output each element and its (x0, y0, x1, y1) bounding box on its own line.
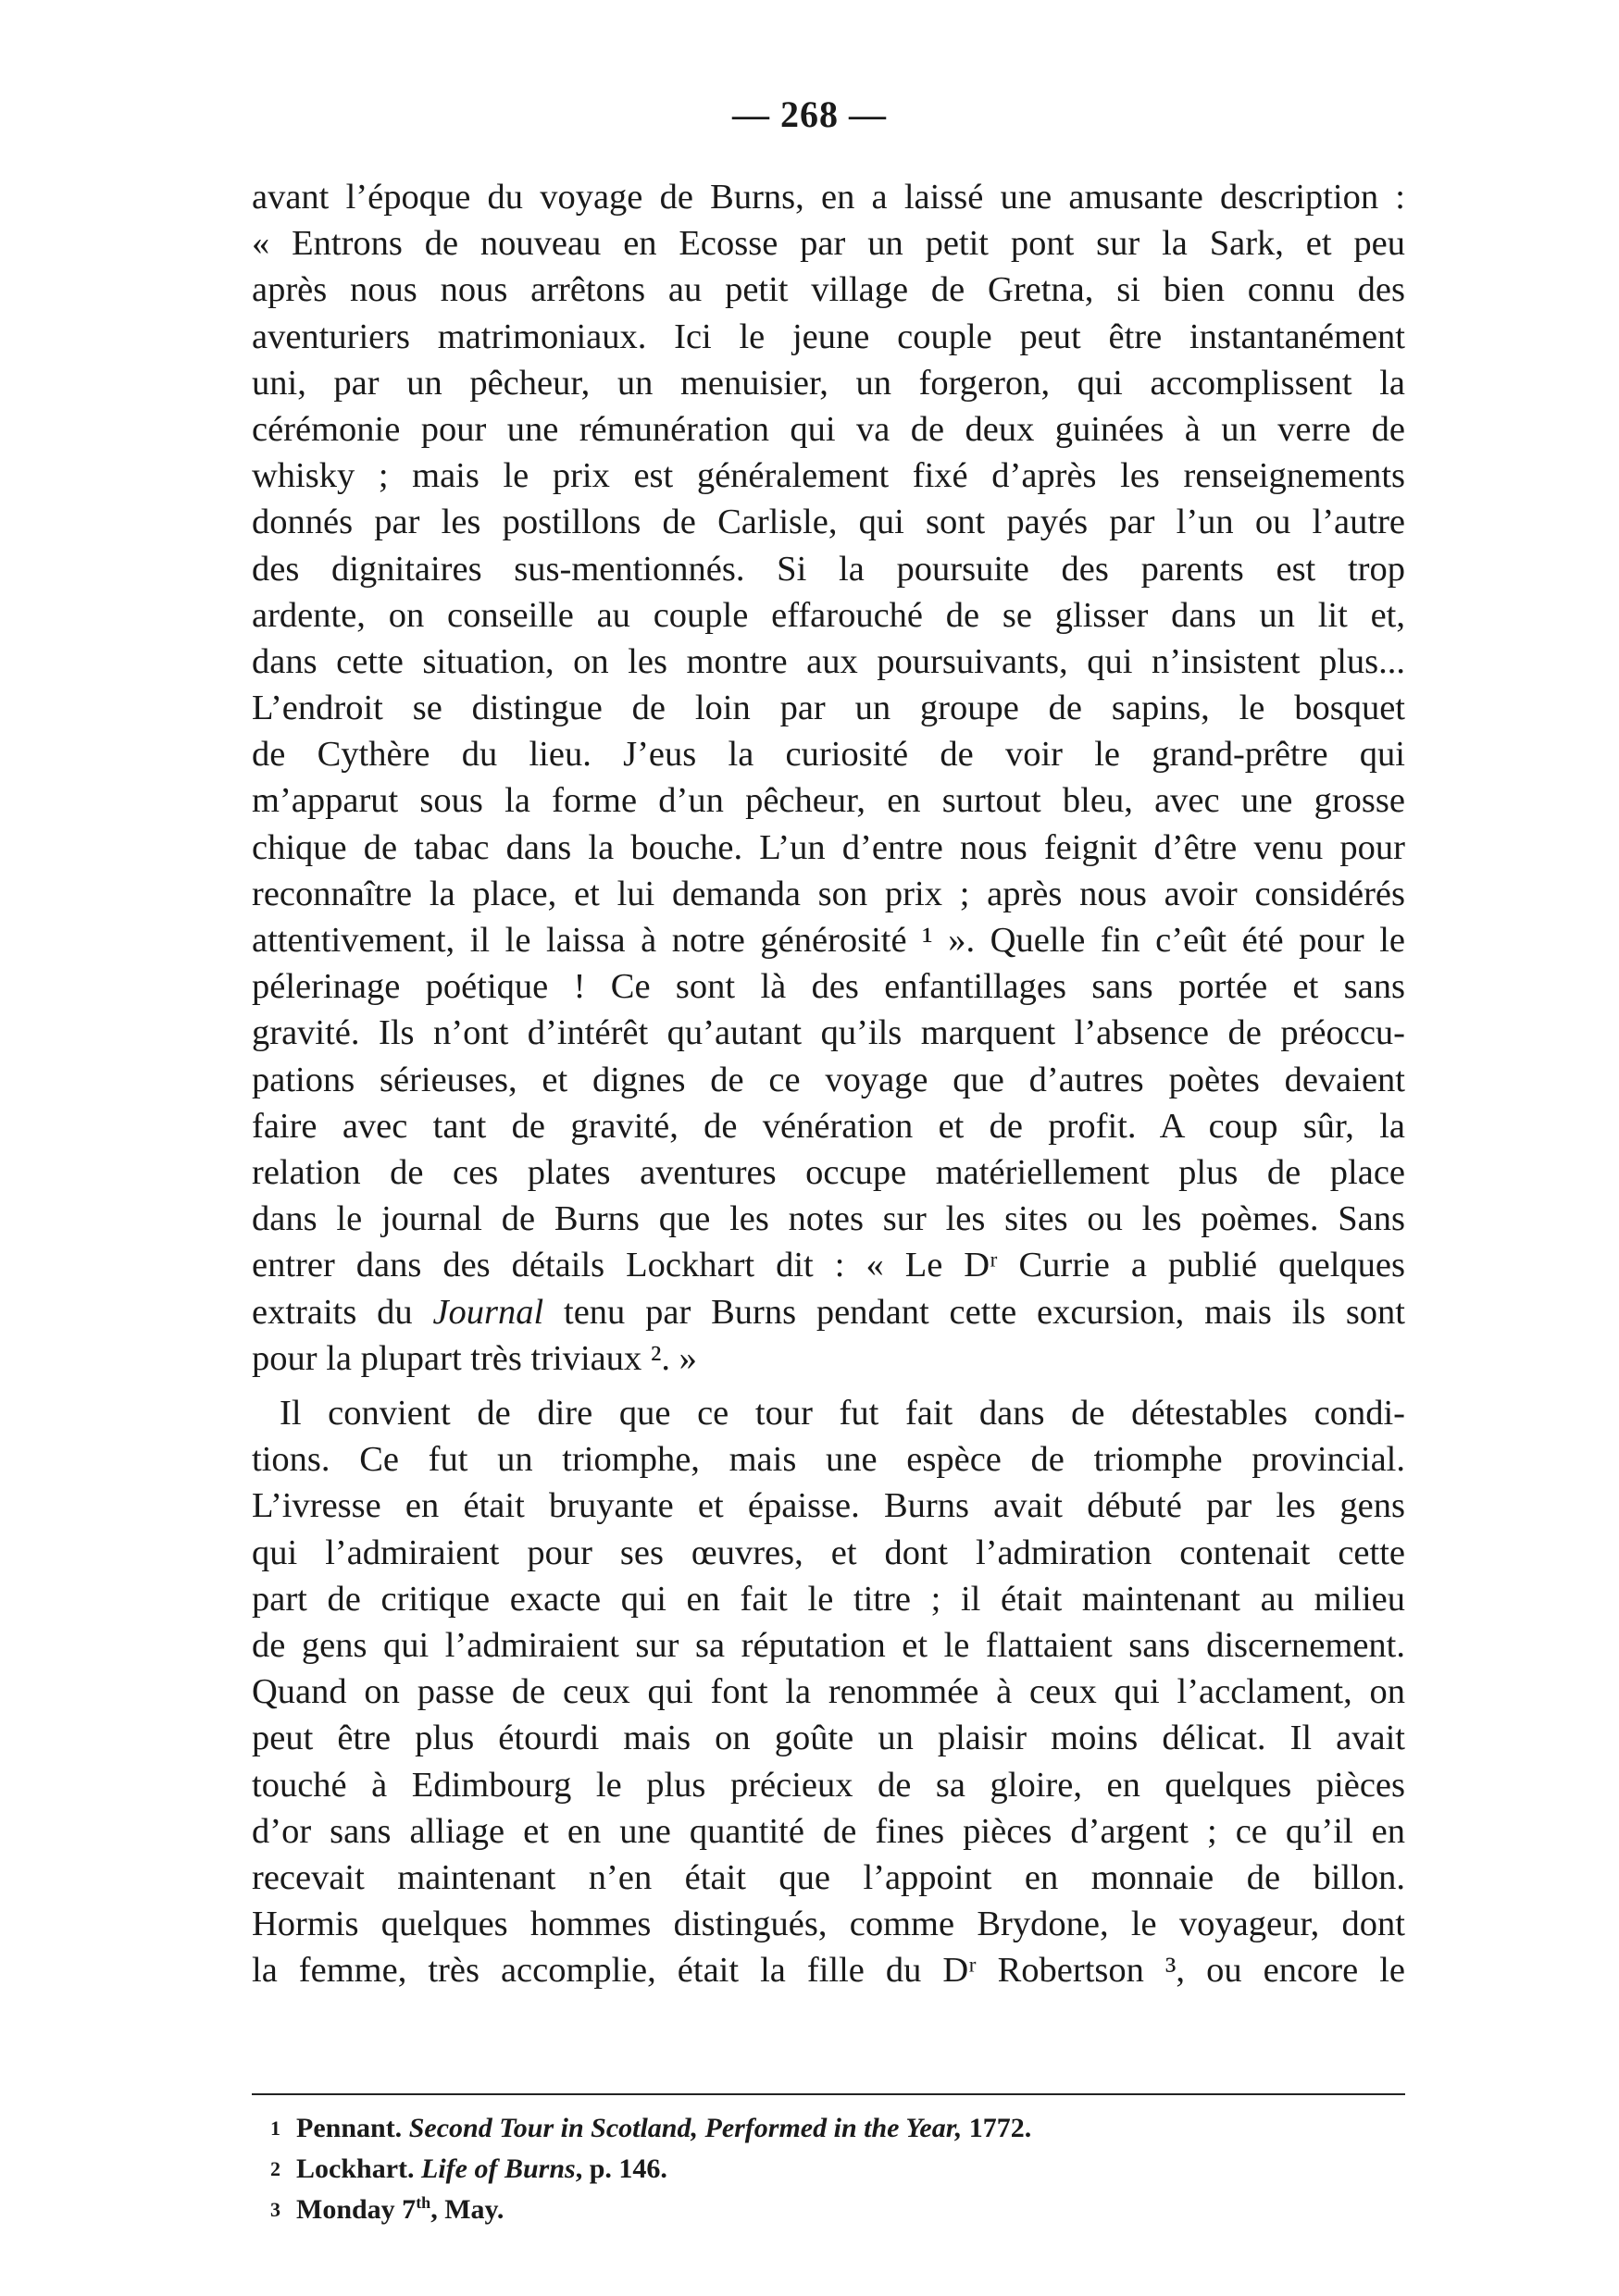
text-line: L’ivresse en était bruyante et épaisse. Burns avait débuté par les gens (252, 1486, 1405, 1526)
footnote-1 (270, 2108, 1381, 2149)
text-line: de Cythère du lieu. J’eus la curiosité de voir le grand-prêtre qui (252, 735, 1405, 775)
text-line: dans le journal de Burns que les notes sur les sites ou les poèmes. Sans (252, 1199, 1405, 1239)
text-line: pations sérieuses, et dignes de ce voyage que d’autres poètes devaient (252, 1060, 1405, 1099)
footnotes (270, 2108, 1381, 2230)
footnote-author: Pennant. (296, 2113, 409, 2143)
text-line: Quand on passe de ceux qui font la renommée à ceux qui l’acclament, on (252, 1672, 1405, 1712)
text-fragment: extraits du (252, 1292, 433, 1332)
text-line: avant l’époque du voyage de Burns, en a laissé une amusante description : (252, 178, 1405, 217)
footnote-mark: 2 (270, 2157, 280, 2180)
text-line: tions. Ce fut un triomphe, mais une espèce de triomphe provincial. (252, 1440, 1405, 1480)
text-line: faire avec tant de gravité, de vénération et de profit. A coup sûr, la (252, 1106, 1405, 1146)
text-line: de gens qui l’admiraient sur sa réputation et le flattaient sans discernement. (252, 1625, 1405, 1665)
footnote-author: Monday 7 (296, 2194, 417, 2225)
text-line: peut être plus étourdi mais on goûte un plaisir moins délicat. Il avait (252, 1719, 1405, 1758)
text-line: d’or sans alliage et en une quantité de fines pièces d’argent ; ce qu’il en (252, 1811, 1405, 1851)
text-line (252, 1289, 1405, 1335)
text-line: cérémonie pour une rémunération qui va de deux guinées à un verre de (252, 409, 1405, 449)
text-line: dans cette situation, on les montre aux poursuivants, qui n’insistent plus... (252, 641, 1405, 681)
text-line: la femme, très accomplie, était la fille du Dʳ Robertson ³, ou encore le (252, 1951, 1405, 1991)
text-line: reconnaître la place, et lui demanda son prix ; après nous avoir considérés (252, 874, 1405, 913)
footnote-3 (270, 2190, 1381, 2230)
text-line: gravité. Ils n’ont d’intérêt qu’autant qu’ils marquent l’absence de préoccu- (252, 1013, 1405, 1053)
text-line: touché à Edimbourg le plus précieux de sa gloire, en quelques pièces (252, 1765, 1405, 1805)
text-line: whisky ; mais le prix est généralement fixé d’après les renseignements (252, 456, 1405, 496)
text-line: ardente, on conseille au couple effarouché de se glisser dans un lit et, (252, 595, 1405, 635)
paragraph-2 (252, 1390, 1405, 1993)
text-line: chique de tabac dans la bouche. L’un d’entre nous feignit d’être venu pour (252, 827, 1405, 867)
footnote-detail: , p. 146. (575, 2153, 667, 2184)
text-line: pélerinage poétique ! Ce sont là des enfantillages sans portée et sans (252, 967, 1405, 1007)
text-line: uni, par un pêcheur, un menuisier, un forgeron, qui accomplissent la (252, 363, 1405, 403)
text-line: des dignitaires sus-mentionnés. Si la poursuite des parents est trop (252, 549, 1405, 589)
footnote-author: Lockhart. (296, 2153, 421, 2184)
text-line: Il convient de dire que ce tour fut fait dans de détestables condi- (280, 1394, 1405, 1433)
footnote-title: Life of Burns (421, 2153, 576, 2184)
footnote-mark: 1 (270, 2116, 280, 2140)
text-line: donnés par les postillons de Carlisle, qui sont payés par l’un ou l’autre (252, 503, 1405, 542)
footnote-superscript: th (416, 2193, 431, 2212)
text-line: attentivement, il le laissa à notre générosité ¹ ». Quelle fin c’eût été pour le (252, 921, 1405, 960)
footnote-title: Second Tour in Scotland, Performed in the Year, (408, 2113, 963, 2143)
paragraph-1 (252, 174, 1405, 1382)
footnote-mark: 3 (270, 2198, 280, 2221)
text-line: relation de ces plates aventures occupe matériellement plus de place (252, 1152, 1405, 1192)
italic-title: Journal (432, 1292, 544, 1332)
text-fragment: tenu par Burns pendant cette excursion, mais ils sont (543, 1292, 1405, 1332)
text-line: « Entrons de nouveau en Ecosse par un petit pont sur la Sark, et peu (252, 224, 1405, 264)
text-line: recevait maintenant n’en était que l’appoint en monnaie de billon. (252, 1857, 1405, 1897)
footnote-detail: 1772. (962, 2113, 1032, 2143)
footnote-detail: , May. (430, 2194, 504, 2225)
footnote-divider (252, 2093, 1405, 2095)
footnote-2 (270, 2149, 1381, 2190)
text-line: entrer dans des détails Lockhart dit : « Le Dʳ Currie a publié quelques (252, 1246, 1405, 1285)
page-number: — 268 — (732, 93, 887, 135)
text-line: aventuriers matrimoniaux. Ici le jeune couple peut être instantanément (252, 316, 1405, 356)
text-line: Hormis quelques hommes distingués, comme Brydone, le voyageur, dont (252, 1905, 1405, 1944)
text-line: qui l’admiraient pour ses œuvres, et dont l’admiration contenait cette (252, 1533, 1405, 1572)
text-line: pour la plupart très triviaux ². » (252, 1338, 697, 1378)
text-line: m’apparut sous la forme d’un pêcheur, en surtout bleu, avec une grosse (252, 781, 1405, 821)
text-line: après nous nous arrêtons au petit village de Gretna, si bien connu des (252, 270, 1405, 310)
text-line: L’endroit se distingue de loin par un groupe de sapins, le bosquet (252, 689, 1405, 728)
text-line: part de critique exacte qui en fait le titre ; il était maintenant au milieu (252, 1579, 1405, 1619)
